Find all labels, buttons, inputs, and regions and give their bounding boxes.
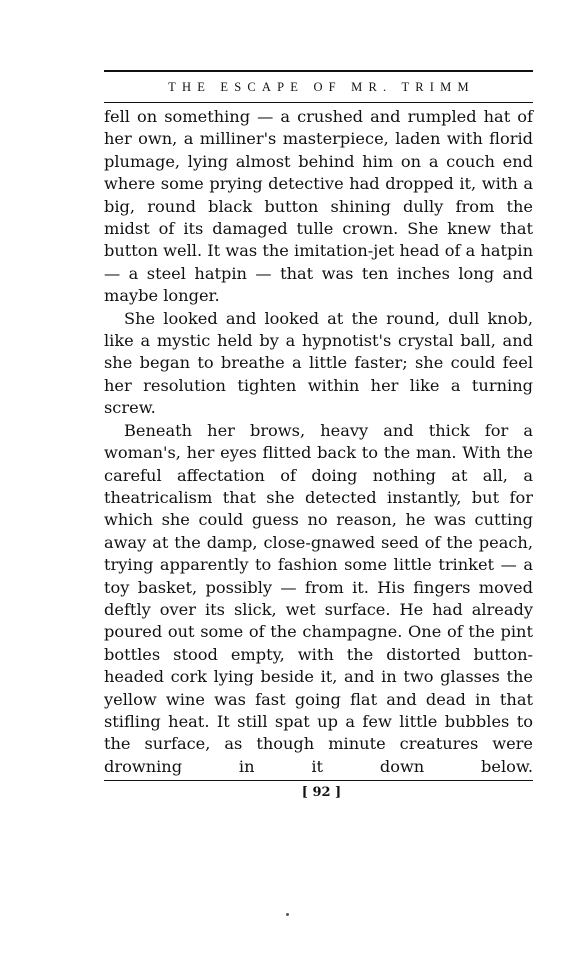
paragraph-3: Beneath her brows, heavy and thick for a woman's, her eyes flitted back to the man. With the careful affectation of doing nothing at all, a theatricalism that she detected instantly, but for which she could guess no reason, he was cutting away at the damp, close-gnawed seed of the peach, trying apparently to fashion some little trinket — a toy basket, possibly — from it. His fingers moved deftly over its slick, wet surface. He had already poured out some of the champagne. One of the pint bottles stood empty, with the distorted button-headed cork lying beside it, and in two glasses the yellow wine was fast going flat and dead in that stifling heat. It still spat up a few little bubbles to the surface, as though minute creatures were drowning in it down below.: [104, 420, 533, 776]
paper-speck: [286, 913, 289, 916]
running-head: THE ESCAPE OF MR. TRIMM: [168, 80, 475, 94]
page-number: [ 92 ]: [301, 785, 342, 801]
header-rule: [104, 102, 533, 103]
body-text: [104, 106, 533, 778]
book-page: [104, 70, 533, 802]
paragraph-1: fell on something — a crushed and rumpled hat of her own, a milliner's masterpiece, laden with florid plumage, lying almost behind him on a couch end where some prying detective had dropped it, with a big, round black button shining dully from the midst of its damaged tulle crown. She knew that button well. It was the imitation-jet head of a hatpin — a steel hatpin — that was ten inches long and maybe longer.: [104, 107, 533, 306]
footer-rule: [104, 780, 533, 781]
paragraph-2: She looked and looked at the round, dull knob, like a mystic held by a hypnotist's crystal ball, and she began to breathe a little faster; she could feel her resolution tighten within her like a turning screw.: [104, 308, 533, 418]
top-rule: [104, 70, 533, 72]
